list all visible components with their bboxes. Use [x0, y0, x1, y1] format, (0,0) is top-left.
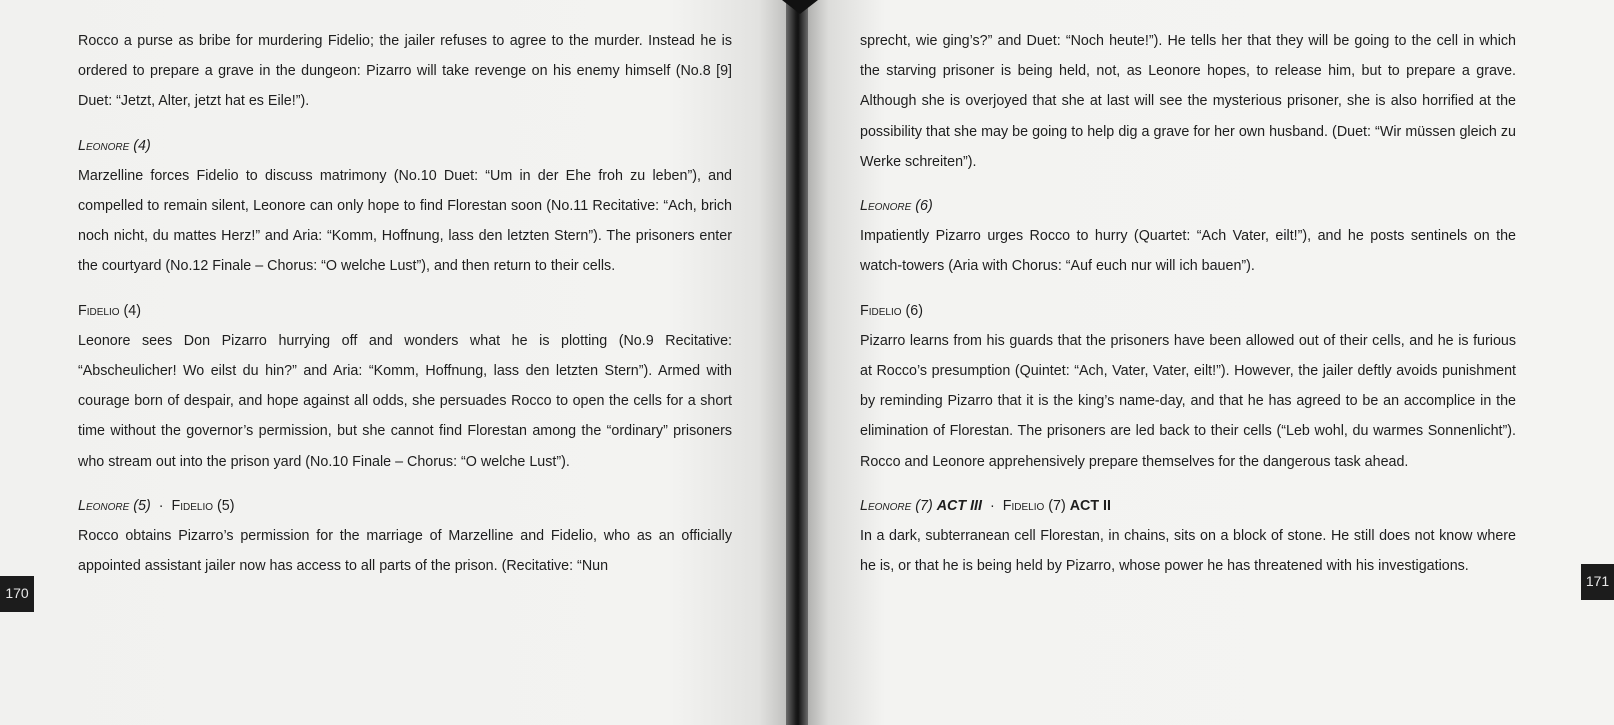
leonore-6-paragraph: Impatiently Pizarro urges Rocco to hurry (Quartet: “Ach Vater, eilt!”), and he posts sentinels on the watch-towers (Aria with Chorus: “Auf euch nur will ich bauen”). — [860, 228, 1516, 275]
act-iii-label: ACT III — [936, 497, 983, 514]
ribbon-notch — [782, 0, 818, 14]
leonore-4-paragraph: Marzelline forces Fidelio to discuss matrimony (No.10 Duet: “Um in der Ehe froh zu leben”), and compelled to remain silent, Leonore can only hope to find Florestan soon (No.11 Recitative: “Ach, brich noch nicht, du mattes Herz!” and Aria: “Komm, Hoffnung, lass den letzten Stern”). The prisoners enter the courtyard (No.12 Finale – Chorus: “O welche Lust”), and then return to their cells. — [78, 167, 732, 275]
heading-section-7 — [860, 491, 1516, 521]
right-page-number: 171 — [1585, 573, 1610, 589]
leonore-7-label: Leonore (7) — [860, 497, 933, 514]
right-page-text — [860, 26, 1516, 593]
right-page-number-tab — [1581, 564, 1614, 600]
fidelio-6-paragraph: Pizarro learns from his guards that the prisoners have been allowed out of their cells, and he is furious at Rocco’s presumption (Quintet: “Ach, Vater, Vater, eilt!”). However, the jailer deftly avoids punishment by reminding Pizarro that it is the king’s name-day, and that he has agreed to be an accomplice in the elimination of Florestan. The prisoners are led back to their cells (“Leb wohl, du warmes Sonnenlicht”). Rocco and Leonore apprehensively prepare themselves for the dangerous task ahead. — [860, 332, 1516, 470]
book-gutter — [786, 0, 808, 725]
leonore-5-label: Leonore (5) — [78, 497, 151, 514]
right-intro-paragraph: sprecht, wie ging’s?” and Duet: “Noch heute!”). He tells her that they will be going to the cell in which the starving prisoner is being held, not, as Leonore hopes, to release him, but to prepare a grave. Although she is overjoyed that she at last will see the mysterious prisoner, she is also horrified at the possibility that she may be going to help dig a grave for her own husband. (Duet: “Wir müssen gleich zu Werke schreiten”). — [860, 33, 1516, 170]
left-page-number: 170 — [5, 585, 29, 601]
section-7-paragraph: In a dark, subterranean cell Florestan, in chains, sits on a block of stone. He still does not know where he is, or that he is being held by Pizarro, whose power he has threatened with his investigations. — [860, 528, 1516, 575]
heading-leonore-4 — [78, 131, 732, 161]
leonore-6-label: Leonore (6) — [860, 198, 933, 215]
left-intro-paragraph: Rocco a purse as bribe for murdering Fidelio; the jailer refuses to agree to the murder. Instead he is ordered to prepare a grave in the dungeon: Pizarro will take revenge on his enemy himself (No.8 [9] Duet: “Jetzt, Alter, jetzt hat es Eile!”). — [78, 33, 732, 110]
left-page — [0, 0, 790, 725]
fidelio-4-paragraph: Leonore sees Don Pizarro hurrying off and wonders what he is plotting (No.9 Recitative: “Abscheulicher! Wo eilst du hin?” and Aria: “Komm, Hoffnung, lass den letzten Stern”). Armed with courage born of despair, and hope against all odds, she persuades Rocco to open the cells for a short time without the governor’s permission, but she cannot find Florestan among the “ordinary” prisoners who stream out into the prison yard (No.10 Finale – Chorus: “O welche Lust”). — [78, 332, 732, 470]
section-7-separator: · — [990, 497, 995, 514]
heading-fidelio-4 — [78, 296, 732, 326]
leonore-4-label: Leonore (4) — [78, 137, 151, 154]
section-5-paragraph: Rocco obtains Pizarro’s permission for the marriage of Marzelline and Fidelio, who as an officially appointed assistant jailer now has access to all parts of the prison. (Recitative: “Nun — [78, 528, 732, 575]
heading-section-5 — [78, 491, 732, 521]
fidelio-4-label: Fidelio (4) — [78, 302, 141, 319]
act-ii-label: ACT II — [1069, 497, 1112, 514]
right-page — [804, 0, 1614, 725]
heading-leonore-6 — [860, 191, 1516, 221]
section-5-separator: · — [158, 497, 164, 514]
fidelio-6-label: Fidelio (6) — [860, 302, 923, 319]
left-page-text — [78, 26, 732, 593]
fidelio-5-label: Fidelio (5) — [171, 497, 235, 514]
left-page-number-tab — [0, 576, 34, 612]
fidelio-7-label: Fidelio (7) — [1002, 497, 1066, 514]
heading-fidelio-6 — [860, 296, 1516, 326]
